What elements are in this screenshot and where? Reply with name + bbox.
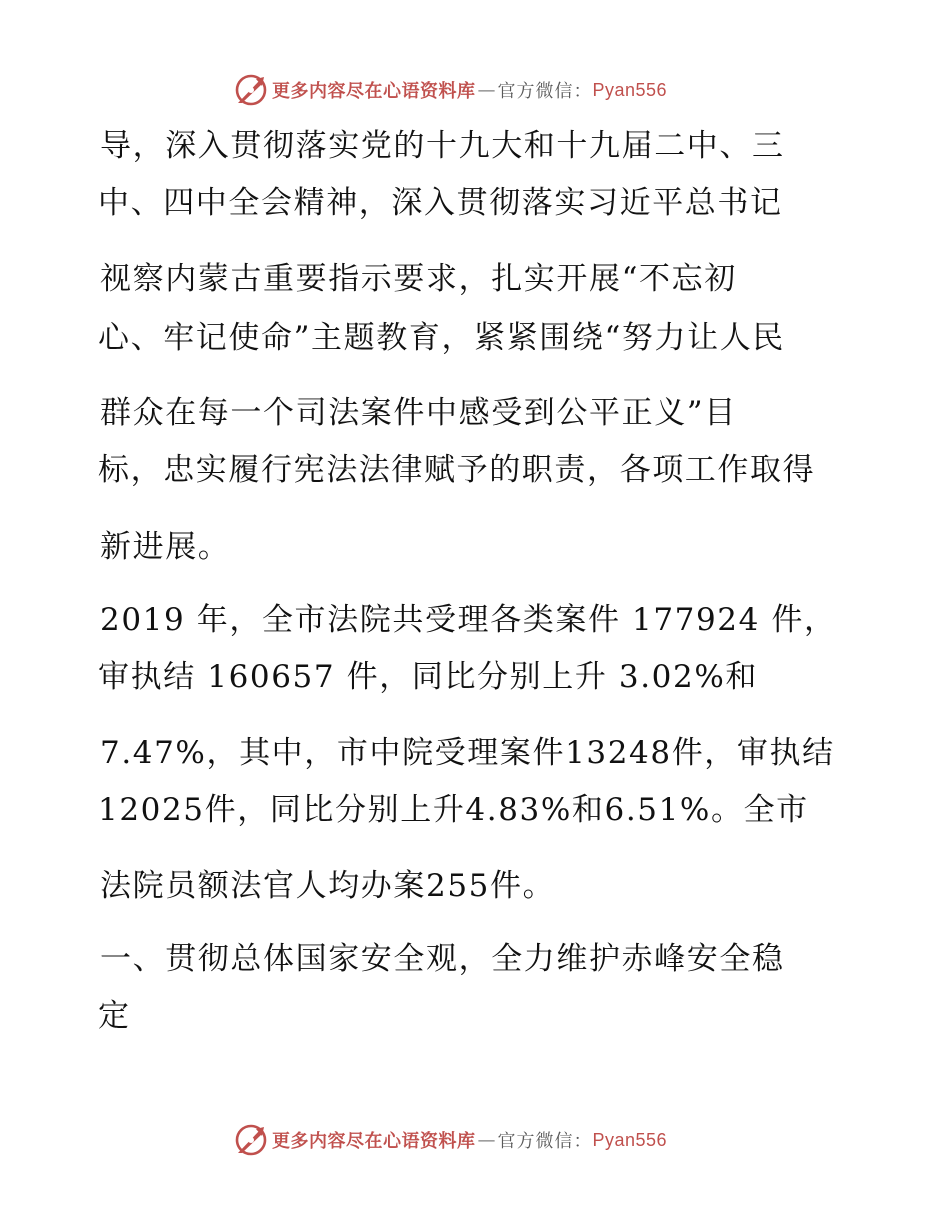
text-line: 法院员额法官人均办案255件。 [100, 868, 556, 904]
watermark-separator: — [477, 1129, 496, 1151]
watermark-brand-text: 更多内容尽在心语资料库 [272, 81, 476, 102]
text-line: 12025件，同比分别上升4.83%和6.51%。全市 [98, 792, 809, 828]
text-line: 群众在每一个司法案件中感受到公平正义”目 [100, 395, 737, 431]
text-line: 中、四中全会精神，深入贯彻落实习近平总书记 [98, 185, 783, 221]
text-line: 视察内蒙古重要指示要求，扎实开展“不忘初 [100, 261, 737, 297]
text-line: 心、牢记使命”主题教育，紧紧围绕“努力让人民 [98, 320, 785, 356]
text-line: 2019 年，全市法院共受理各类案件 177924 件， [100, 602, 837, 638]
watermark-label: 官方微信： [497, 1131, 593, 1152]
text-line: 7.47%，其中，市中院受理案件13248件，审执结 [100, 735, 835, 771]
watermark-wechat-id: Pyan556 [592, 79, 668, 100]
watermark-label: 官方微信： [497, 81, 593, 102]
text-line: 新进展。 [100, 529, 231, 565]
quill-pen-circle-icon [234, 73, 268, 107]
watermark-wechat-id: Pyan556 [592, 1129, 668, 1150]
text-line: 导，深入贯彻落实党的十九大和十九届二中、三 [100, 128, 785, 164]
text-line: 标，忠实履行宪法法律赋予的职责，各项工作取得 [98, 452, 816, 488]
watermark-separator: — [477, 79, 496, 101]
quill-pen-circle-icon [234, 1123, 268, 1157]
footer-watermark [234, 1122, 667, 1158]
text-line: 审执结 160657 件，同比分别上升 3.02%和 [98, 659, 758, 695]
text-line: 定 [98, 998, 131, 1034]
watermark-brand-text: 更多内容尽在心语资料库 [272, 1131, 476, 1152]
text-line: 一、贯彻总体国家安全观，全力维护赤峰安全稳 [100, 941, 785, 977]
header-watermark [234, 72, 667, 108]
